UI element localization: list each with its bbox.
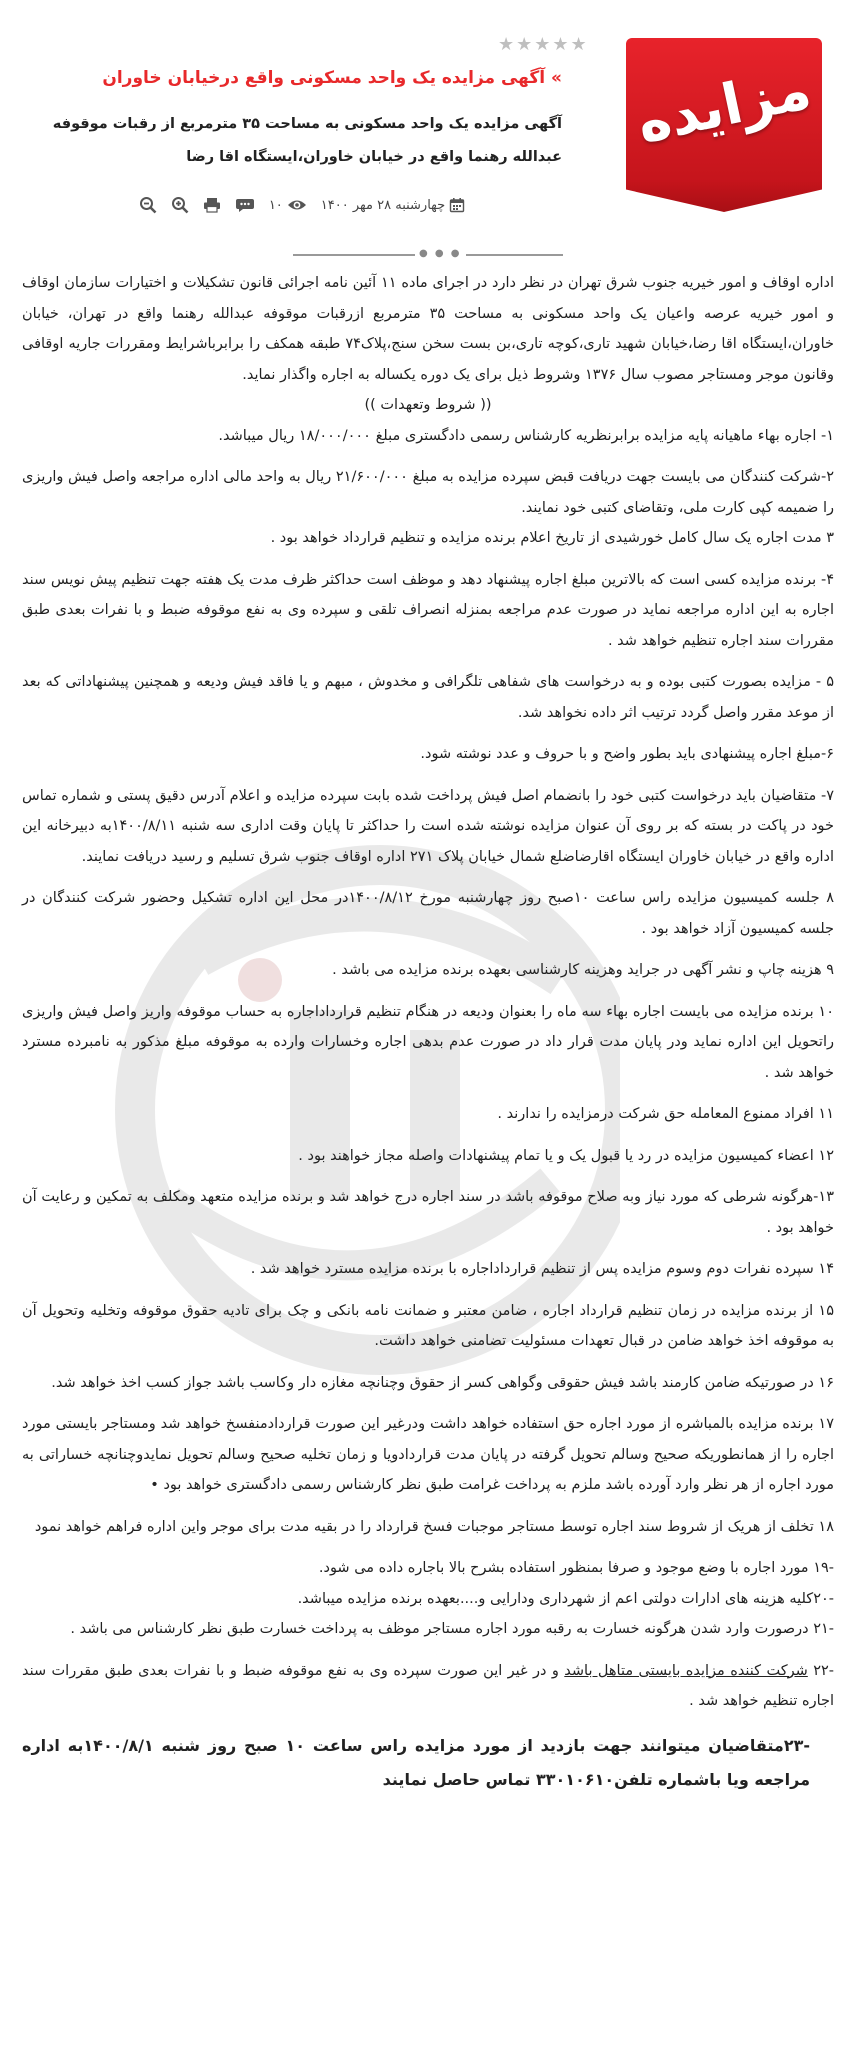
article-title[interactable]: » آگهی مزایده یک واحد مسکونی واقع درخیابان خاوران (102, 68, 562, 88)
condition-item: ۱۷ برنده مزایده بالمباشره از مورد اجاره حق استفاده خواهد داشت ودرغیر این صورت قراردادمنفسخ خواهد شد ومستاجر بایستی مورد اجاره را از همانطوریکه صحیح وسالم تحویل گرفته در پایان مدت قراردادویا و زمان تخلیه صحیح وسالم تحویل نمایدوچنانچه خساراتی به مورد اجاره از هر نظر وارد آورده باشد ملزم به پرداخت غرامت طبق نظر کارشناس رسمی دادگستری خواهد بود • (22, 1416, 834, 1493)
married-requirement: شرکت کننده مزایده بایستی متاهل باشد (564, 1662, 808, 1679)
condition-item: ۱- اجاره بهاء ماهیانه پایه مزایده برابرنظریه کارشناس رسمی دادگستری مبلغ ۱۸/۰۰۰/۰۰۰ ریال میباشد. (218, 427, 834, 444)
section-divider (293, 248, 563, 259)
calendar-icon (449, 197, 465, 213)
print-icon[interactable] (203, 197, 221, 213)
condition-item: ۳ مدت اجاره یک سال کامل خورشیدی از تاریخ اعلام برنده مزایده و تنظیم قرارداد خواهد بود . (270, 530, 834, 546)
condition-item: ۶-مبلغ اجاره پیشنهادی باید بطور واضح و با حروف و عدد نوشته شود. (420, 746, 834, 762)
condition-item: -۱۹ مورد اجاره با وضع موجود و صرفا بمنظور استفاده بشرح بالا باجاره داده می شود. (318, 1560, 834, 1576)
condition-item: ۱۶ در صورتیکه ضامن کارمند باشد فیش حقوقی وگواهی کسر از حقوق وچنانچه مغازه دار وکاسب باشد جواز کسب اخذ خواهد شد. (51, 1374, 834, 1391)
condition-23: -۲۳متقاضیان میتوانند جهت بازدید از مورد مزایده راس ساعت ۱۰ صبح روز شنبه ۱۴۰۰/۸/۱به اداره مراجعه ویا باشماره تلفن۳۳۰۱۰۶۱۰ تماس حاصل نمایند (22, 1735, 811, 1789)
publish-date: چهارشنبه ۲۸ مهر ۱۴۰۰ (320, 197, 446, 213)
condition-22-suffix: و در غیر این صورت سپرده وی به نفع موقوفه ضبط و با نفرات بعدی طبق مقررات سند اجاره تنظیم خواهد شد . (22, 1662, 834, 1709)
intro-paragraph: اداره اوقاف و امور خیریه جنوب شرق تهران در نظر دارد در اجرای ماده ۱۱ آئین نامه اجرائی قانون تشکیلات و اختیارات سازمان اوقاف و امور خیریه عرصه واعیان یک واحد مسکونی به مساحت ۳۵ مترمربع ازرقبات موقوفه عبدالله رهنما واقع در تهران، خیابان خاوران،ایستگاه اقا رضا،خیابان شهید تاری،کوچه تاری،بن بست سخن سنج،پلاک۷۴ طبقه همکف را برابرباشرایط ومقررات جاریه اوقافی وقانون موجر ومستاجر مصوب سال ۱۳۷۶ وشروط ذیل برای یک دوره یکساله به اجاره واگذار نماید. (22, 275, 835, 383)
article-body (22, 268, 834, 1797)
zoom-in-icon[interactable] (171, 196, 189, 214)
condition-item: ۷- متقاضیان باید درخواست کتبی خود را بانضمام اصل فیش پرداخت شده بابت سپرده مزایده و اعلام آدرس دقیق پستی و شماره تماس خود در پاکت در بسته که بر روی آن عنوان مزایده نوشته شده است را حداکثر تا پایان وقت اداری سه شنبه ۱۴۰۰/۸/۱۱به دبیرخانه این اداره واقع در خیابان خاوران ایستگاه اقارضاضلع شمال خیابان پلاک ۲۷۱ اداره اوقاف جنوب شرق تسلیم و رسید دریافت نمایند. (22, 787, 834, 865)
date-meta (321, 197, 465, 213)
comment-icon[interactable] (235, 197, 255, 213)
article-toolbar (42, 192, 562, 218)
article-lead: آگهی مزایده یک واحد مسکونی به مساحت ۳۵ مترمربع از رقبات موقوفه عبدالله رهنما واقع در خیابان خاوران،ایستگاه اقا رضا (52, 116, 562, 165)
condition-item: ۱۵ از برنده مزایده در زمان تنظیم قرارداد اجاره ، ضامن معتبر و ضمانت نامه بانکی و چک برای تادیه حقوق موقوفه وتخلیه وتحویل آن به موقوفه اخذ خواهد ضامن در قبال تعهدات مسئولیت تضامنی خواهد داشت. (22, 1302, 834, 1349)
view-count: ۱۰ (268, 197, 283, 213)
conditions-list (22, 421, 834, 1645)
condition-22 (22, 1656, 834, 1717)
condition-item: -۲۱ درصورت وارد شدن هرگونه خسارت به رقبه مورد اجاره مستاجر موظف به پرداخت خسارت طبق نظر کارشناس می باشد . (70, 1621, 834, 1637)
condition-item: ۴- برنده مزایده کسی است که بالاترین مبلغ اجاره پیشنهاد دهد و موظف است حداکثر ظرف مدت یک هفته جهت تنظیم پیش نویس سند اجاره به این اداره مراجعه نماید در صورت عدم مراجعه بمنزله انصراف تلقی و سپرده وی به نفع موقوفه ضبط و با نفرات بعدی طبق مقررات سند اجاره تنظیم خواهد شد . (22, 571, 834, 649)
condition-item: ۱۱ افراد ممنوع المعامله حق شرکت درمزایده را ندارند . (497, 1106, 834, 1122)
condition-22-prefix: -۲۲ (807, 1662, 835, 1679)
condition-item: ۹ هزینه چاپ و نشر آگهی در جراید وهزینه کارشناسی بعهده برنده مزایده می باشد . (332, 962, 834, 978)
divider-ornament: ● ● ● (415, 248, 466, 259)
badge-text: مزایده (631, 56, 817, 157)
auction-badge (626, 38, 822, 186)
zoom-out-icon[interactable] (139, 196, 157, 214)
condition-item: ۱۲ اعضاء کمیسیون مزایده در رد یا قبول یک و یا تمام پیشنهادات واصله مجاز خواهند بود . (298, 1147, 834, 1164)
views-meta (269, 198, 307, 213)
eye-icon (287, 198, 307, 212)
rating-stars[interactable]: ★★★★★ (498, 34, 589, 55)
condition-item: -۲۰کلیه هزینه های ادارات دولتی اعم از شهرداری ودارایی و....بعهده برنده مزایده میباشد. (297, 1590, 834, 1607)
condition-item: ۱۸ تخلف از هریک از شروط سند اجاره توسط مستاجر موجبات فسخ قرارداد را در بقیه مدت برای موجر واین اداره فراهم خواهد نمود (34, 1518, 834, 1535)
condition-item: ۸ جلسه کمیسیون مزایده راس ساعت ۱۰صبح روز چهارشنبه مورخ ۱۴۰۰/۸/۱۲در محل این اداره تشکیل وحضور شرکت کنندگان در جلسه کمیسیون آزاد خواهد بود . (22, 890, 834, 937)
condition-item: ۲-شرکت کنندگان می بایست جهت دریافت قبض سپرده مزایده به مبلغ ۲۱/۶۰۰/۰۰۰ ریال به واحد مالی اداره مراجعه واصل فیش واریزی را ضمیمه کپی کارت ملی، وتقاضای کتبی خود نمایند. (22, 469, 834, 516)
condition-item: ۱۰ برنده مزایده می بایست اجاره بهاء سه ماه را بعنوان ودیعه در هنگام تنظیم قرارداداجاره به حساب موقوفه واریز واصل فیش واریزی راتحویل این اداره نماید ودر پایان مدت قرار داد در صورت عدم بدهی اجاره وخسارات وارده به موقوفه مبلغ مذکور به نامبرده مسترد خواهد شد . (22, 1003, 834, 1081)
condition-item: ۱۴ سپرده نفرات دوم وسوم مزایده پس از تنظیم قرارداداجاره با برنده مزایده مسترد خواهد شد . (250, 1261, 834, 1277)
condition-item: ۵ - مزایده بصورت کتبی بوده و به درخواست های شفاهی تلگرافی و مخدوش ، مبهم و یا فاقد فیش ودیعه و همچنین پیشنهاداتی که بعد از موعد مقرر واصل گردد ترتیب اثر داده نخواهد شد. (22, 674, 834, 721)
condition-item: ۱۳-هرگونه شرطی که مورد نیاز وبه صلاح موقوفه باشد در سند اجاره درج خواهد شد و برنده مزایده متعهد ومکلف به تمکین و رعایت آن خواهد بود . (22, 1189, 834, 1236)
conditions-title: (( شروط وتعهدات )) (364, 397, 492, 413)
